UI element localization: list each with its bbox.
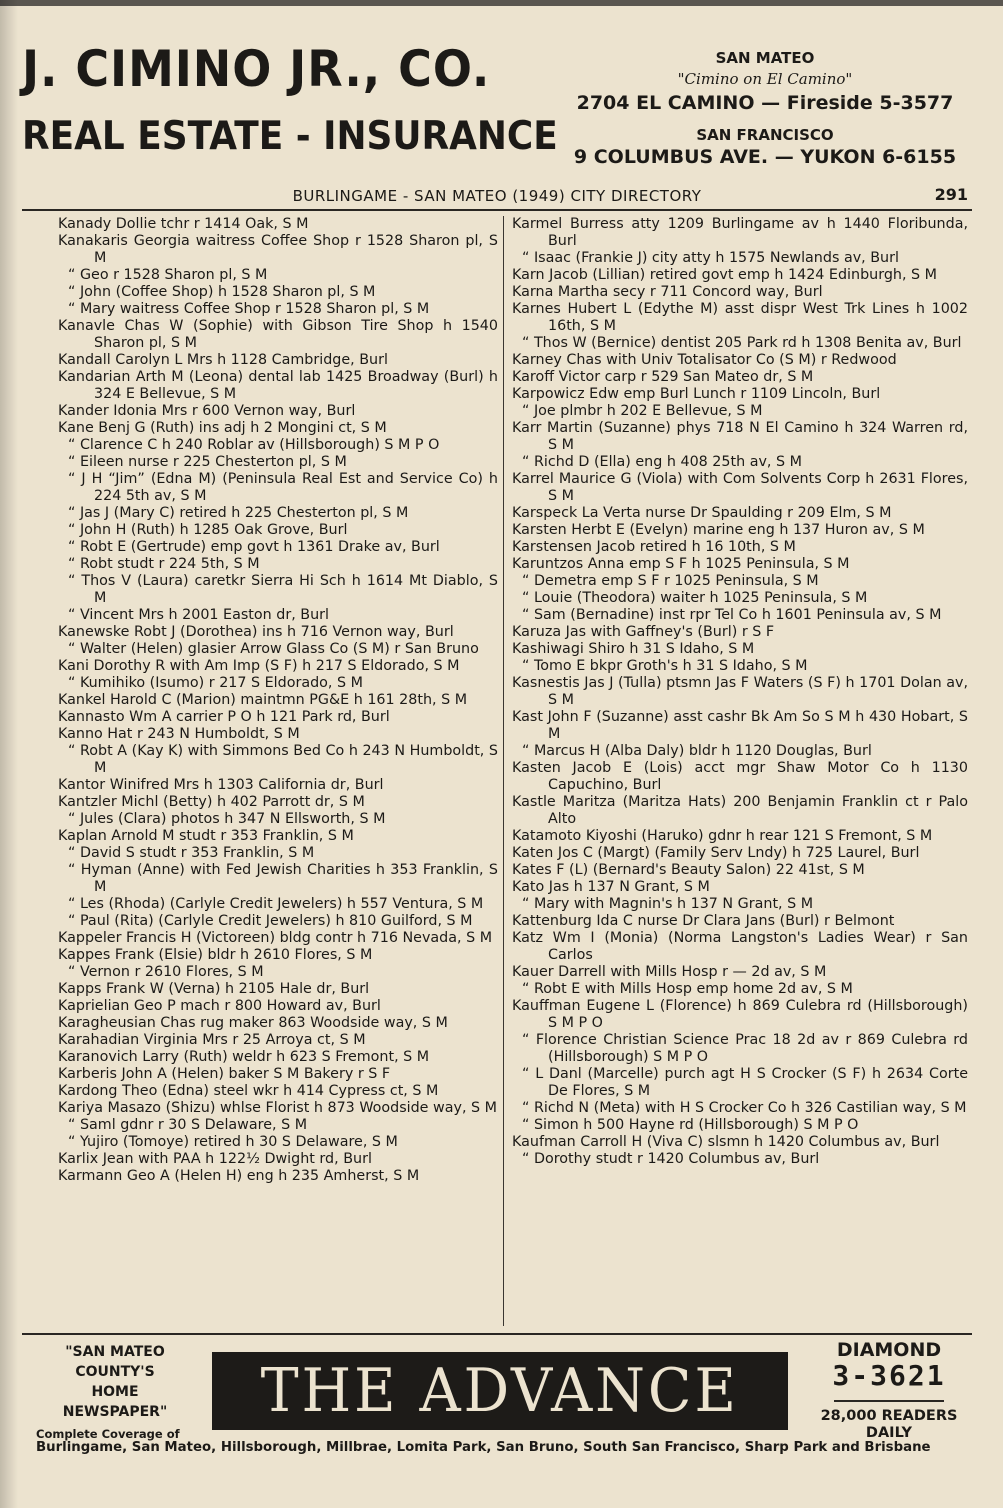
directory-entry: Kappeler Francis H (Victoreen) bldg contr h 716 Nevada, S M xyxy=(58,930,493,946)
directory-entry: “ Robt studt r 224 5th, S M xyxy=(68,556,260,572)
directory-entry: Kandall Carolyn L Mrs h 1128 Cambridge, Burl xyxy=(58,352,388,368)
directory-entry: “ Mary with Magnin's h 137 N Grant, S M xyxy=(522,896,814,912)
directory-entry: Kates F (L) (Bernard's Beauty Salon) 22 41st, S M xyxy=(512,862,865,878)
directory-entry: Kaprielian Geo P mach r 800 Howard av, Burl xyxy=(58,998,381,1014)
directory-entry: Kankel Harold C (Marion) maintmn PG&E h 161 28th, S M xyxy=(58,692,468,708)
directory-entry: Kariya Masazo (Shizu) whlse Florist h 873 Woodside way, S M xyxy=(58,1100,497,1116)
phone-number: 3-3621 xyxy=(832,1359,946,1392)
directory-entry: Kastle Maritza (Maritza Hats) 200 Benjamin Franklin ct r Palo Alto xyxy=(512,794,968,827)
directory-entry: “ Geo r 1528 Sharon pl, S M xyxy=(68,267,268,283)
directory-entry: Karuza Jas with Gaffney's (Burl) r S F xyxy=(512,624,775,640)
directory-entry: Kaplan Arnold M studt r 353 Franklin, S M xyxy=(58,828,354,844)
directory-entry: Kane Benj G (Ruth) ins adj h 2 Mongini ct, S M xyxy=(58,420,387,436)
directory-entry: Kaufman Carroll H (Viva C) slsmn h 1420 Columbus av, Burl xyxy=(512,1134,940,1150)
directory-entry: “ Walter (Helen) glasier Arrow Glass Co (S M) r San Bruno xyxy=(68,641,479,657)
coverage-label: Complete Coverage of xyxy=(36,1427,180,1441)
directory-entry: “ Paul (Rita) (Carlyle Credit Jewelers) h 810 Guilford, S M xyxy=(68,913,473,929)
directory-title: BURLINGAME - SAN MATEO (1949) CITY DIRECTORY xyxy=(292,187,702,205)
directory-entry: “ Mary waitress Coffee Shop r 1528 Sharon pl, S M xyxy=(68,301,430,317)
newspaper-phone xyxy=(800,1340,978,1442)
directory-entry: “ Florence Christian Science Prac 18 2d av r 869 Culebra rd (Hillsborough) S M P O xyxy=(522,1032,968,1065)
office-city-2: SAN FRANCISCO xyxy=(696,126,834,144)
directory-entry: “ Thos V (Laura) caretkr Sierra Hi Sch h 1614 Mt Diablo, S M xyxy=(68,573,498,606)
directory-entry: Kantzler Michl (Betty) h 402 Parrott dr, S M xyxy=(58,794,365,810)
running-head xyxy=(22,185,972,211)
directory-entry: Karpowicz Edw emp Burl Lunch r 1109 Lincoln, Burl xyxy=(512,386,881,402)
directory-entry: Karanovich Larry (Ruth) weldr h 623 S Fremont, S M xyxy=(58,1049,430,1065)
directory-entry: Kast John F (Suzanne) asst cashr Bk Am So S M h 430 Hobart, S M xyxy=(512,709,968,742)
directory-entry: Karberis John A (Helen) baker S M Bakery r S F xyxy=(58,1066,391,1082)
directory-entry: “ Clarence C h 240 Roblar av (Hillsborough) S M P O xyxy=(68,437,440,453)
page-number: 291 xyxy=(934,185,968,204)
directory-entry: “ David S studt r 353 Franklin, S M xyxy=(68,845,315,861)
directory-entry: “ Hyman (Anne) with Fed Jewish Charities h 353 Franklin, S M xyxy=(68,862,498,895)
directory-entry: Karahadian Virginia Mrs r 25 Arroya ct, S M xyxy=(58,1032,366,1048)
directory-entry: Kantor Winifred Mrs h 1303 California dr, Burl xyxy=(58,777,384,793)
directory-entry: “ Sam (Bernadine) inst rpr Tel Co h 1601 Peninsula av, S M xyxy=(522,607,942,623)
readership-frequency: DAILY xyxy=(865,1425,913,1441)
directory-entry: Kasnestis Jas J (Tulla) ptsmn Jas F Waters (S F) h 1701 Dolan av, S M xyxy=(512,675,968,708)
directory-entry: Karspeck La Verta nurse Dr Spaulding r 209 Elm, S M xyxy=(512,505,892,521)
directory-entry: “ Vernon r 2610 Flores, S M xyxy=(68,964,264,980)
office-city-1: SAN MATEO xyxy=(715,49,815,67)
directory-entry: Katen Jos C (Margt) (Family Serv Lndy) h 725 Laurel, Burl xyxy=(512,845,920,861)
directory-entry: “ Demetra emp S F r 1025 Peninsula, S M xyxy=(522,573,819,589)
directory-entry: “ Robt E with Mills Hosp emp home 2d av, S M xyxy=(522,981,853,997)
directory-entry: Kardong Theo (Edna) steel wkr h 414 Cypress ct, S M xyxy=(58,1083,439,1099)
directory-entry: “ Robt E (Gertrude) emp govt h 1361 Drake av, Burl xyxy=(68,539,440,555)
slogan-line-3: HOME xyxy=(91,1384,139,1400)
directory-entry: “ Marcus H (Alba Daly) bldr h 1120 Douglas, Burl xyxy=(522,743,872,759)
directory-entry: Karmel Burress atty 1209 Burlingame av h 1440 Floribunda, Burl xyxy=(512,216,968,249)
directory-entry: “ Eileen nurse r 225 Chesterton pl, S M xyxy=(68,454,347,470)
directory-entry: “ J H “Jim” (Edna M) (Peninsula Real Est and Service Co) h 224 5th av, S M xyxy=(68,471,498,504)
directory-entry: Kannasto Wm A carrier P O h 121 Park rd, Burl xyxy=(58,709,390,725)
directory-entry: “ Les (Rhoda) (Carlyle Credit Jewelers) h 557 Ventura, S M xyxy=(68,896,484,912)
directory-entry: Karoff Victor carp r 529 San Mateo dr, S M xyxy=(512,369,814,385)
directory-entry: “ Simon h 500 Hayne rd (Hillsborough) S M P O xyxy=(522,1117,859,1133)
directory-entry: Kattenburg Ida C nurse Dr Clara Jans (Burl) r Belmont xyxy=(512,913,895,929)
directory-column-right xyxy=(512,216,968,1168)
directory-entry: Kappes Frank (Elsie) bldr h 2610 Flores, S M xyxy=(58,947,373,963)
directory-entry: “ Richd D (Ella) eng h 408 25th av, S M xyxy=(522,454,802,470)
directory-entry: “ Jules (Clara) photos h 347 N Ellsworth, S M xyxy=(68,811,386,827)
directory-entry: Kasten Jacob E (Lois) acct mgr Shaw Motor Co h 1130 Capuchino, Burl xyxy=(512,760,968,793)
directory-entry: Karuntzos Anna emp S F h 1025 Peninsula, S M xyxy=(512,556,850,572)
directory-entry: “ Jas J (Mary C) retired h 225 Chesterton pl, S M xyxy=(68,505,409,521)
directory-entry: “ Isaac (Frankie J) city atty h 1575 Newlands av, Burl xyxy=(522,250,899,266)
directory-column-left xyxy=(58,216,498,1185)
newspaper-name: THE ADVANCE xyxy=(260,1356,740,1426)
directory-entry: “ Saml gdnr r 30 S Delaware, S M xyxy=(68,1117,308,1133)
directory-entry: Kanno Hat r 243 N Humboldt, S M xyxy=(58,726,300,742)
phone-exchange: DIAMOND xyxy=(836,1339,942,1361)
slogan-line-4: NEWSPAPER" xyxy=(62,1404,168,1420)
readership: 28,000 READERS xyxy=(820,1408,958,1424)
directory-entry: Katz Wm I (Monia) (Norma Langston's Ladies Wear) r San Carlos xyxy=(512,930,968,963)
directory-entry: “ Tomo E bkpr Groth's h 31 S Idaho, S M xyxy=(522,658,808,674)
directory-entry: Karn Jacob (Lillian) retired govt emp h 1424 Edinburgh, S M xyxy=(512,267,938,283)
directory-entry: “ Yujiro (Tomoye) retired h 30 S Delaware, S M xyxy=(68,1134,398,1150)
directory-entry: “ Robt A (Kay K) with Simmons Bed Co h 243 N Humboldt, S M xyxy=(68,743,498,776)
directory-entry: “ Richd N (Meta) with H S Crocker Co h 326 Castilian way, S M xyxy=(522,1100,967,1116)
directory-entry: Karnes Hubert L (Edythe M) asst dispr West Trk Lines h 1002 16th, S M xyxy=(512,301,968,334)
directory-entry: “ Kumihiko (Isumo) r 217 S Eldorado, S M xyxy=(68,675,363,691)
directory-entry: Karlix Jean with PAA h 122½ Dwight rd, Burl xyxy=(58,1151,372,1167)
directory-entry: “ Vincent Mrs h 2001 Easton dr, Burl xyxy=(68,607,330,623)
company-tagline: REAL ESTATE - INSURANCE xyxy=(22,114,558,159)
binding-shadow xyxy=(0,0,18,1508)
directory-entry: Kanady Dollie tchr r 1414 Oak, S M xyxy=(58,216,309,232)
directory-entry: “ John (Coffee Shop) h 1528 Sharon pl, S M xyxy=(68,284,376,300)
directory-entry: Karmann Geo A (Helen H) eng h 235 Amherst, S M xyxy=(58,1168,420,1184)
directory-entry: Kandarian Arth M (Leona) dental lab 1425 Broadway (Burl) h 324 E Bellevue, S M xyxy=(58,369,498,402)
advertiser-contacts xyxy=(560,48,970,170)
phone-rule xyxy=(834,1400,944,1402)
directory-entry: Karney Chas with Univ Totalisator Co (S M) r Redwood xyxy=(512,352,897,368)
directory-entry: Karr Martin (Suzanne) phys 718 N El Camino h 324 Warren rd, S M xyxy=(512,420,968,453)
directory-entry: “ L Danl (Marcelle) purch agt H S Crocker (S F) h 2634 Corte De Flores, S M xyxy=(522,1066,968,1099)
company-name: J. CIMINO JR., CO. xyxy=(22,40,491,98)
newspaper-slogan xyxy=(36,1342,190,1444)
office-address-1: 2704 EL CAMINO — Fireside 5-3577 xyxy=(576,92,954,114)
directory-entry: “ Dorothy studt r 1420 Columbus av, Burl xyxy=(522,1151,820,1167)
office-address-2: 9 COLUMBUS AVE. — YUKON 6-6155 xyxy=(573,146,957,168)
slogan-line-1: "SAN MATEO xyxy=(65,1344,165,1360)
company-slogan: "Cimino on El Camino" xyxy=(677,70,853,88)
directory-entry: Kanavle Chas W (Sophie) with Gibson Tire Shop h 1540 Sharon pl, S M xyxy=(58,318,498,351)
page-top-edge xyxy=(0,0,1003,6)
directory-entry: Karstensen Jacob retired h 16 10th, S M xyxy=(512,539,796,555)
directory-entry: Kapps Frank W (Verna) h 2105 Hale dr, Burl xyxy=(58,981,370,997)
directory-entry: Karsten Herbt E (Evelyn) marine eng h 137 Huron av, S M xyxy=(512,522,925,538)
directory-entry: Kashiwagi Shiro h 31 S Idaho, S M xyxy=(512,641,755,657)
directory-entry: “ Thos W (Bernice) dentist 205 Park rd h 1308 Benita av, Burl xyxy=(522,335,962,351)
directory-entry: Kander Idonia Mrs r 600 Vernon way, Burl xyxy=(58,403,356,419)
directory-entry: Kani Dorothy R with Am Imp (S F) h 217 S Eldorado, S M xyxy=(58,658,460,674)
slogan-line-2: COUNTY'S xyxy=(75,1364,155,1380)
directory-entry: “ Louie (Theodora) waiter h 1025 Peninsula, S M xyxy=(522,590,868,606)
advertiser-block xyxy=(22,40,558,162)
directory-entry: “ Joe plmbr h 202 E Bellevue, S M xyxy=(522,403,763,419)
directory-entry: Kato Jas h 137 N Grant, S M xyxy=(512,879,710,895)
directory-entry: Kauffman Eugene L (Florence) h 869 Culebra rd (Hillsborough) S M P O xyxy=(512,998,968,1031)
coverage-towns: Burlingame, San Mateo, Hillsborough, Millbrae, Lomita Park, San Bruno, South San Francisco, Sharp Park and Brisbane xyxy=(36,1440,931,1455)
column-divider xyxy=(503,216,504,1326)
directory-entry: Katamoto Kiyoshi (Haruko) gdnr h rear 121 S Fremont, S M xyxy=(512,828,933,844)
directory-entry: Kanakaris Georgia waitress Coffee Shop r 1528 Sharon pl, S M xyxy=(58,233,498,266)
footer-rule xyxy=(22,1333,972,1335)
directory-entry: Kauer Darrell with Mills Hosp r — 2d av, S M xyxy=(512,964,827,980)
directory-entry: “ John H (Ruth) h 1285 Oak Grove, Burl xyxy=(68,522,348,538)
directory-entry: Karagheusian Chas rug maker 863 Woodside way, S M xyxy=(58,1015,448,1031)
directory-entry: Kanewske Robt J (Dorothea) ins h 716 Vernon way, Burl xyxy=(58,624,454,640)
directory-entry: Karna Martha secy r 711 Concord way, Burl xyxy=(512,284,823,300)
newspaper-logo xyxy=(212,1352,788,1430)
directory-entry: Karrel Maurice G (Viola) with Com Solvents Corp h 2631 Flores, S M xyxy=(512,471,968,504)
